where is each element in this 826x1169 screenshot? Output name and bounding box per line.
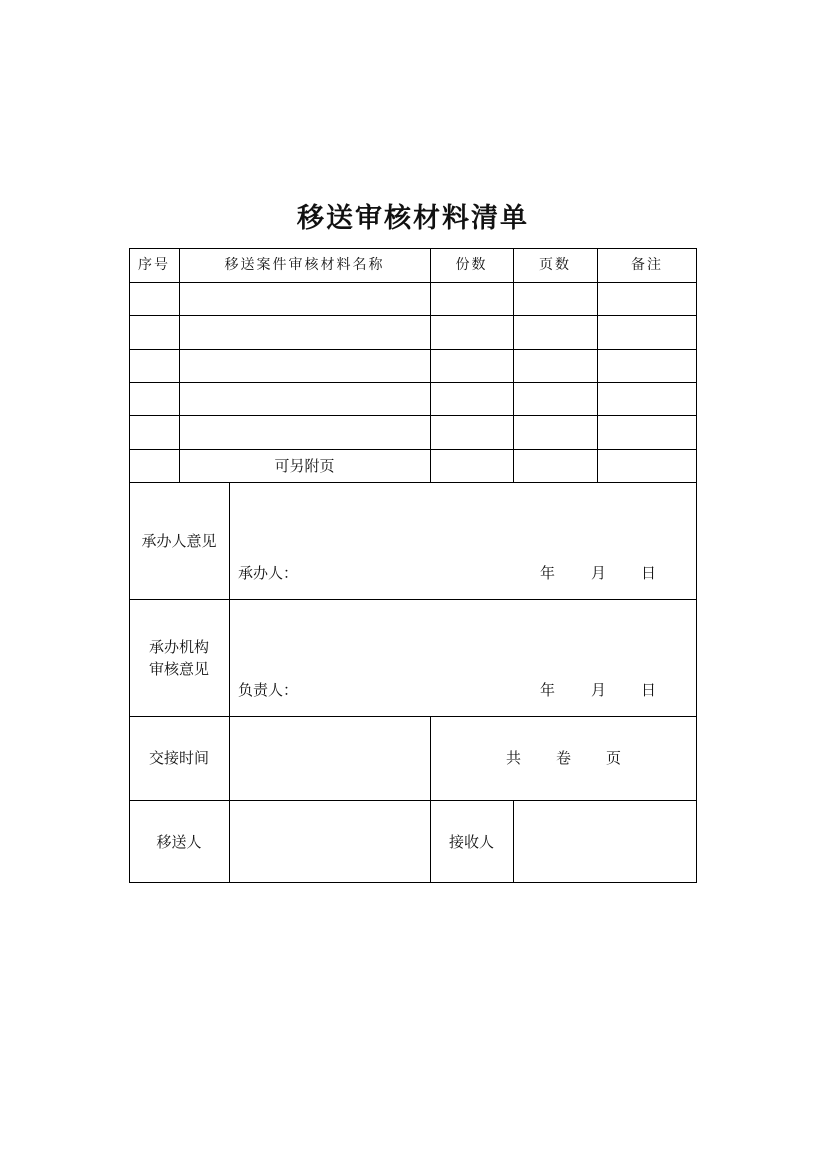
agency-month-label: 月 [591,681,607,699]
total-label: 共 [506,749,522,767]
table-cell[interactable] [130,283,179,315]
pages-label: 页 [606,749,622,767]
handler-opinion-label: 承办人意见 [141,532,217,550]
receiver-label: 接收人 [448,833,494,851]
row-divider [129,315,697,316]
handler-sign-label: 承办人： [238,564,299,582]
handover-time-field[interactable] [230,717,430,800]
volumes-label: 卷 [556,749,572,767]
table-cell[interactable] [431,283,513,315]
sender-field[interactable] [230,801,430,882]
agency-opinion-field[interactable] [230,600,696,716]
row-divider [129,349,697,350]
header-pages: 页数 [539,257,571,273]
header-remarks: 备注 [631,257,663,273]
sender-label: 移送人 [156,833,202,851]
agency-year-label: 年 [540,681,556,699]
agency-label-line1: 承办机构 [148,638,209,656]
table-cell[interactable] [180,283,430,315]
receiver-field[interactable] [514,801,696,882]
row-divider [129,449,697,450]
table-cell[interactable] [514,283,597,315]
attach-note: 可另附页 [274,457,335,475]
table-cell[interactable] [598,283,696,315]
header-material-name: 移送案件审核材料名称 [224,257,385,273]
agency-label-line2: 审核意见 [148,660,209,678]
document-title: 移送审核材料清单 [297,203,529,234]
handler-month-label: 月 [591,564,607,582]
header-copies: 份数 [455,257,488,273]
handler-year-label: 年 [540,564,556,582]
handover-time-label: 交接时间 [148,749,209,767]
handler-opinion-field[interactable] [230,483,696,599]
header-seq: 序号 [138,257,170,273]
handler-day-label: 日 [641,564,657,582]
column-divider [430,716,431,883]
row-divider [129,382,697,383]
row-divider [129,415,697,416]
agency-day-label: 日 [641,681,657,699]
agency-sign-label: 负责人： [238,681,299,699]
